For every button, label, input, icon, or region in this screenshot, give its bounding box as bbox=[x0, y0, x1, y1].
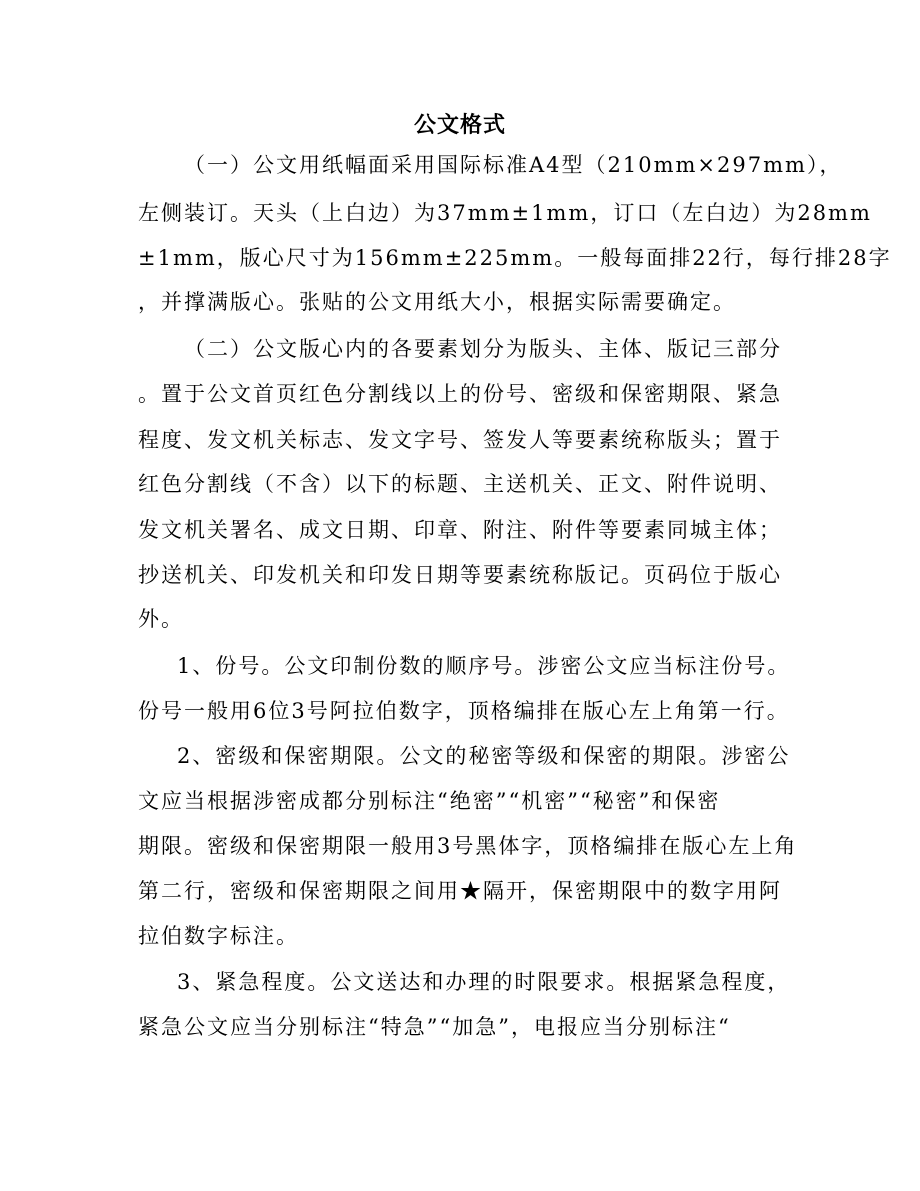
text-line: 左侧装订。天头（上白边）为37mm±1mm，订口（左白边）为28mm bbox=[138, 201, 872, 225]
text-line: 1、份号。公文印制份数的顺序号。涉密公文应当标注份号。 bbox=[177, 654, 791, 678]
text-line: 程度、发文机关标志、发文字号、签发人等要素统称版头；置于 bbox=[138, 428, 782, 452]
text-line: 发文机关署名、成文日期、印章、附注、附件等要素同城主体； bbox=[138, 518, 782, 542]
text-line: 紧急公文应当分别标注“特急”“加急”，电报应当分别标注“ bbox=[138, 1015, 731, 1039]
text-line: （二）公文版心内的各要素划分为版头、主体、版记三部分 bbox=[184, 337, 782, 361]
text-line: 红色分割线（不含）以下的标题、主送机关、正文、附件说明、 bbox=[138, 472, 782, 496]
text-line: 文应当根据涉密成都分别标注“绝密”“机密”“秘密”和保密 bbox=[138, 789, 721, 813]
text-line: 抄送机关、印发机关和印发日期等要素统称版记。页码位于版心 bbox=[138, 563, 782, 587]
text-line: ，并撑满版心。张贴的公文用纸大小，根据实际需要确定。 bbox=[138, 290, 736, 314]
text-line: 2、密级和保密期限。公文的秘密等级和保密的期限。涉密公 bbox=[177, 744, 791, 768]
text-line: 外。 bbox=[138, 607, 184, 631]
text-line: 。置于公文首页红色分割线以上的份号、密级和保密期限、紧急 bbox=[138, 382, 782, 406]
text-line: 期限。密级和保密期限一般用3号黑体字，顶格编排在版心左上角 bbox=[138, 834, 798, 858]
text-line: 拉伯数字标注。 bbox=[138, 924, 299, 948]
text-line: ±1mm，版心尺寸为156mm±225mm。一般每面排22行，每行排28字 bbox=[138, 246, 892, 270]
text-line: （一）公文用纸幅面采用国际标准A4型（210mm×297mm）， bbox=[184, 153, 843, 177]
document-title: 公文格式 bbox=[413, 113, 506, 138]
text-line: 3、紧急程度。公文送达和办理的时限要求。根据紧急程度， bbox=[177, 970, 791, 994]
text-line: 份号一般用6位3号阿拉伯数字，顶格编排在版心左上角第一行。 bbox=[138, 699, 790, 723]
text-line: 第二行，密级和保密期限之间用★隔开，保密期限中的数字用阿 bbox=[138, 879, 782, 903]
